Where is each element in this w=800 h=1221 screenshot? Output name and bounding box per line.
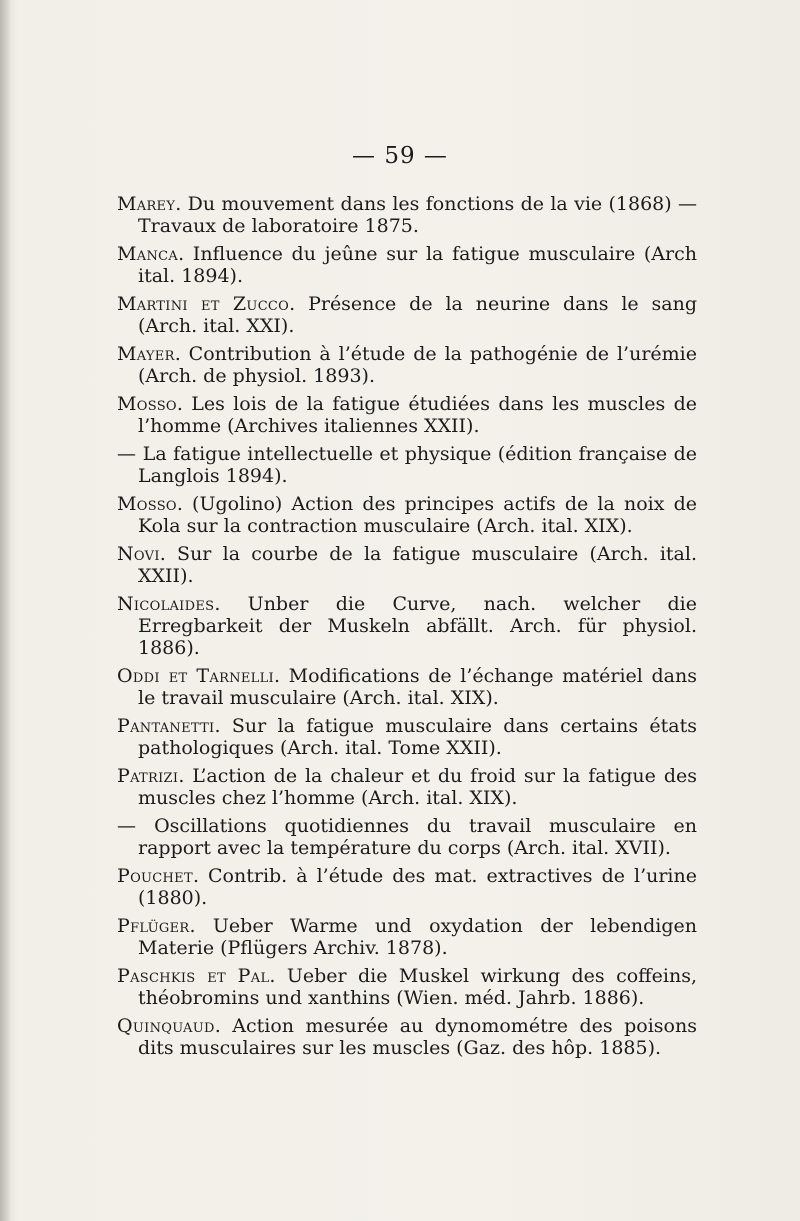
bibliography-entry bbox=[117, 915, 697, 959]
entry-text: . Contribution à l’étude de la pathogénie de l’urémie (Arch. de physiol. 1893). bbox=[138, 343, 697, 387]
entry-text: . Sur la courbe de la fatigue musculaire (Arch. ital. XXII). bbox=[138, 543, 697, 587]
entry-author: Mosso bbox=[117, 493, 177, 515]
page-number: — 59 — bbox=[352, 143, 448, 169]
bibliography-entry bbox=[117, 593, 697, 659]
entry-text: . Ueber Warme und oxydation der lebendigen Materie (Pflügers Archiv. 1878). bbox=[138, 915, 697, 959]
entry-author: Marey bbox=[117, 193, 176, 215]
entry-author: — bbox=[117, 443, 137, 465]
entry-text: . (Ugolino) Action des principes actifs de la noix de Kola sur la contraction musculaire (Arch. ital. XIX). bbox=[138, 493, 697, 537]
entry-text: . Unber die Curve, nach. welcher die Erregbarkeit der Muskeln abfällt. Arch. für physiol. 1886). bbox=[138, 593, 697, 659]
bibliography-entry bbox=[117, 493, 697, 537]
entry-text: . Les lois de la fatigue étudiées dans les muscles de l’homme (Archives italiennes XXII). bbox=[138, 393, 697, 437]
bibliography-entry bbox=[117, 293, 697, 337]
entry-author: Mayer bbox=[117, 343, 175, 365]
bibliography-entry bbox=[117, 193, 697, 237]
entry-text: . L’action de la chaleur et du froid sur la fatigue des muscles chez l’homme (Arch. ital. XIX). bbox=[138, 765, 697, 809]
page-edge-shadow bbox=[0, 0, 10, 1221]
entry-text: . Présence de la neurine dans le sang (Arch. ital. XXI). bbox=[138, 293, 698, 337]
entry-text: . Du mouvement dans les fonctions de la vie (1868) — Travaux de laboratoire 1875. bbox=[138, 193, 697, 237]
bibliography-entry bbox=[117, 765, 697, 809]
entry-text: . Influence du jeûne sur la fatigue musculaire (Arch ital. 1894). bbox=[138, 243, 697, 287]
entry-author: Quinquaud bbox=[117, 1015, 215, 1037]
entry-author: Mosso bbox=[117, 393, 177, 415]
bibliography-entry bbox=[117, 1015, 697, 1059]
entry-author: Pouchet bbox=[117, 865, 193, 887]
bibliography-entry bbox=[117, 865, 697, 909]
entry-author: Patrizi bbox=[117, 765, 179, 787]
entry-author: Oddi et Tarnelli bbox=[117, 665, 274, 687]
entry-author: Novi bbox=[117, 543, 160, 565]
entry-author: Martini et Zucco bbox=[117, 293, 290, 315]
entry-author: Pflüger bbox=[117, 915, 190, 937]
entry-text: . Modifications de l’échange matériel dans le travail musculaire (Arch. ital. XIX). bbox=[138, 665, 697, 709]
bibliography-entry bbox=[117, 393, 697, 437]
bibliography-entry bbox=[117, 665, 697, 709]
bibliography-entry bbox=[117, 715, 697, 759]
entry-text: Oscillations quotidiennes du travail musculaire en rapport avec la température du corps (Arch. ital. XVII). bbox=[136, 815, 697, 859]
bibliography-entry bbox=[117, 543, 697, 587]
entry-author: Pantanetti bbox=[117, 715, 215, 737]
bibliography-entry bbox=[117, 815, 697, 859]
entry-text: La fatigue intellectuelle et physique (édition française de Langlois 1894). bbox=[136, 443, 697, 487]
bibliography-list bbox=[117, 193, 697, 1065]
bibliography-entry bbox=[117, 443, 697, 487]
entry-author: Manca bbox=[117, 243, 179, 265]
entry-text: . Contrib. à l’étude des mat. extractives de l’urine (1880). bbox=[138, 865, 697, 909]
entry-text: . Ueber die Muskel wirkung des coffeins, théobromins und xanthins (Wien. méd. Jahrb. 1886). bbox=[138, 965, 697, 1009]
entry-text: . Sur la fatigue musculaire dans certains états pathologiques (Arch. ital. Tome XXII). bbox=[138, 715, 697, 759]
entry-author: — bbox=[117, 815, 137, 837]
entry-author: Nicolaides bbox=[117, 593, 215, 615]
bibliography-entry bbox=[117, 343, 697, 387]
entry-text: . Action mesurée au dynomométre des poisons dits musculaires sur les muscles (Gaz. des hôp. 1885). bbox=[138, 1015, 697, 1059]
entry-author: Paschkis et Pal bbox=[117, 965, 270, 987]
bibliography-entry bbox=[117, 965, 697, 1009]
bibliography-entry bbox=[117, 243, 697, 287]
